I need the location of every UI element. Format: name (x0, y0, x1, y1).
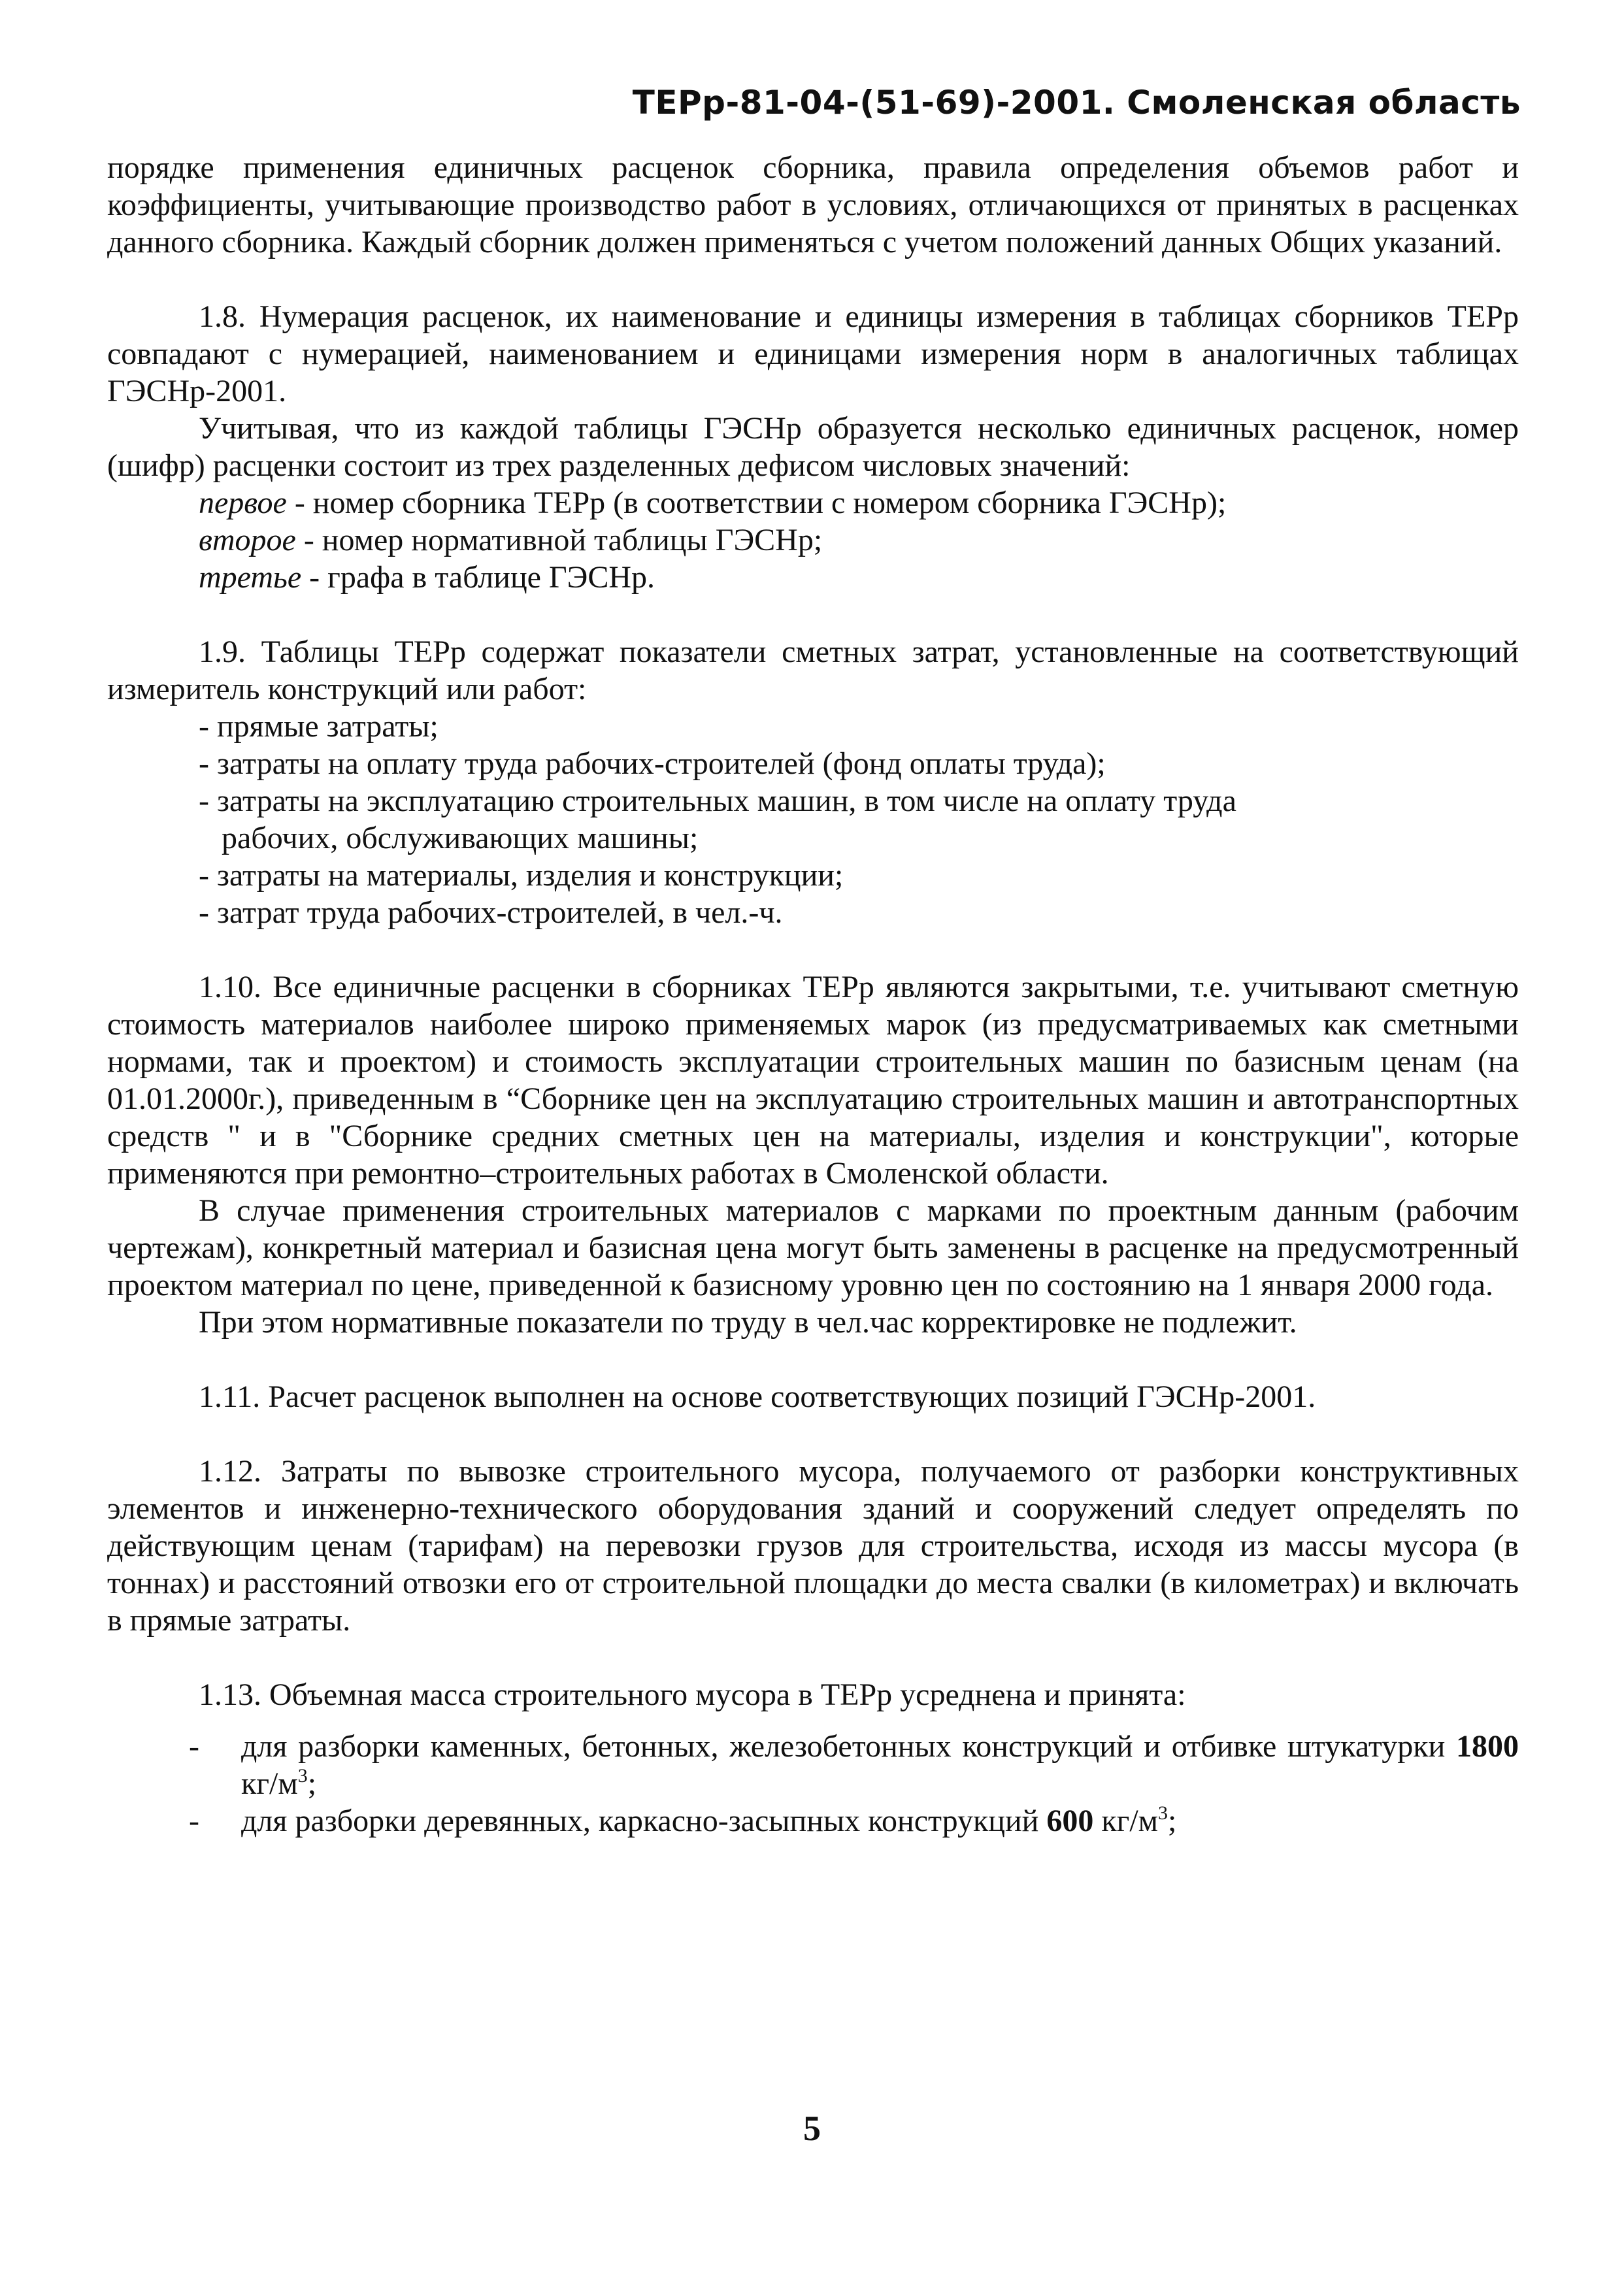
section-1-9-paragraph: 1.9. Таблицы ТЕРр содержат показатели сметных затрат, установленные на соответствующий измеритель конструкций или работ: (107, 635, 1519, 706)
cipher-desc: - графа в таблице ГЭСНр. (301, 560, 655, 595)
running-header: ТЕРр-81-04-(51-69)-2001. Смоленская область (632, 84, 1521, 122)
item-end: ; (307, 1766, 317, 1801)
document-body (107, 149, 1519, 1839)
page-number: 5 (803, 2109, 821, 2148)
list-dash: - (189, 1804, 199, 1838)
cipher-term: третье (199, 560, 302, 595)
section-1-10-labor-paragraph: При этом нормативные показатели по труду в чел.час корректировке не подлежит. (199, 1305, 1297, 1340)
cost-list-item: - прямые затраты; (199, 709, 439, 744)
cipher-term: первое (199, 486, 287, 520)
section-1-10-materials-paragraph: В случае применения строительных материалов с марками по проектным данным (рабочим чертежам), конкретный материал и базисная цена могут быть заменены в расценке на предусмотренный проектом материал по цене, приведенной к базисному уровню цен по состоянию на 1 января 2000 года. (107, 1193, 1519, 1302)
cost-list-item-continuation: рабочих, обслуживающих машины; (222, 821, 699, 855)
section-1-8-cipher-paragraph: Учитывая, что из каждой таблицы ГЭСНр образуется несколько единичных расценок, номер (шифр) расценки состоит из трех разделенных дефисом числовых значений: (107, 411, 1519, 483)
debris-mass-item (107, 1802, 1519, 1839)
debris-mass-value: 600 (1046, 1804, 1094, 1838)
debris-mass-list (107, 1728, 1519, 1839)
debris-mass-text: для разборки деревянных, каркасно-засыпных конструкций (241, 1804, 1047, 1838)
debris-mass-item (107, 1728, 1519, 1802)
list-dash: - (189, 1729, 199, 1764)
debris-mass-value: 1800 (1456, 1729, 1519, 1764)
unit-exponent: 3 (297, 1765, 308, 1787)
cost-list-item: - затрат труда рабочих-строителей, в чел.-ч. (199, 895, 783, 930)
section-1-10-paragraph: 1.10. Все единичные расценки в сборниках ТЕРр являются закрытыми, т.е. учитывают сметную стоимость материалов наиболее широко применяемых марок (из предусматриваемых как сметными нормами, так и проектом) и стоимость эксплуатации строительных машин по базисным ценам (на 01.01.2000г.), приведенным в “Сборнике цен на эксплуатацию строительных машин и автотранспортных средств " и в "Сборнике средних сметных цен на материалы, изделия и конструкции", которые применяются при ремонтно–строительных работах в Смоленской области. (107, 970, 1519, 1191)
debris-mass-text: для разборки каменных, бетонных, железобетонных конструкций и отбивке штукатурки (241, 1729, 1456, 1764)
cipher-item (107, 484, 1519, 521)
cipher-desc: - номер сборника ТЕРр (в соответствии с номером сборника ГЭСНр); (286, 486, 1227, 520)
debris-mass-unit: кг/м (241, 1766, 298, 1801)
cipher-desc: - номер нормативной таблицы ГЭСНр; (295, 523, 823, 557)
unit-exponent: 3 (1158, 1802, 1168, 1824)
cipher-item (107, 559, 1519, 596)
item-end: ; (1168, 1804, 1177, 1838)
cost-list-item: - затраты на оплату труда рабочих-строителей (фонд оплаты труда); (199, 746, 1106, 781)
cipher-item (107, 521, 1519, 559)
cost-list-item: - затраты на материалы, изделия и конструкции; (199, 858, 844, 893)
cipher-term: второе (199, 523, 296, 557)
section-1-11-paragraph: 1.11. Расчет расценок выполнен на основе соответствующих позиций ГЭСНр-2001. (199, 1379, 1316, 1414)
cost-list-item: - затраты на эксплуатацию строительных машин, в том числе на оплату труда (199, 784, 1236, 818)
section-1-12-paragraph: 1.12. Затраты по вывозке строительного мусора, получаемого от разборки конструктивных элементов и инженерно-технического оборудования зданий и сооружений следует определять по действующим ценам (тарифам) на перевозки грузов для строительства, исходя из массы мусора (в тоннах) и расстояний отвозки его от строительной площадки до места свалки (в километрах) и включать в прямые затраты. (107, 1454, 1519, 1638)
section-1-13-paragraph: 1.13. Объемная масса строительного мусора в ТЕРр усреднена и принята: (199, 1677, 1186, 1712)
debris-mass-unit: кг/м (1093, 1804, 1159, 1838)
section-1-8-paragraph: 1.8. Нумерация расценок, их наименование и единицы измерения в таблицах сборников ТЕРр совпадают с нумерацией, наименованием и единицами измерения норм в аналогичных таблицах ГЭСНр-2001. (107, 299, 1519, 408)
intro-paragraph: порядке применения единичных расценок сборника, правила определения объемов работ и коэффициенты, учитывающие производство работ в условиях, отличающихся от принятых в расценках данного сборника. Каждый сборник должен применяться с учетом положений данных Общих указаний. (107, 150, 1519, 259)
